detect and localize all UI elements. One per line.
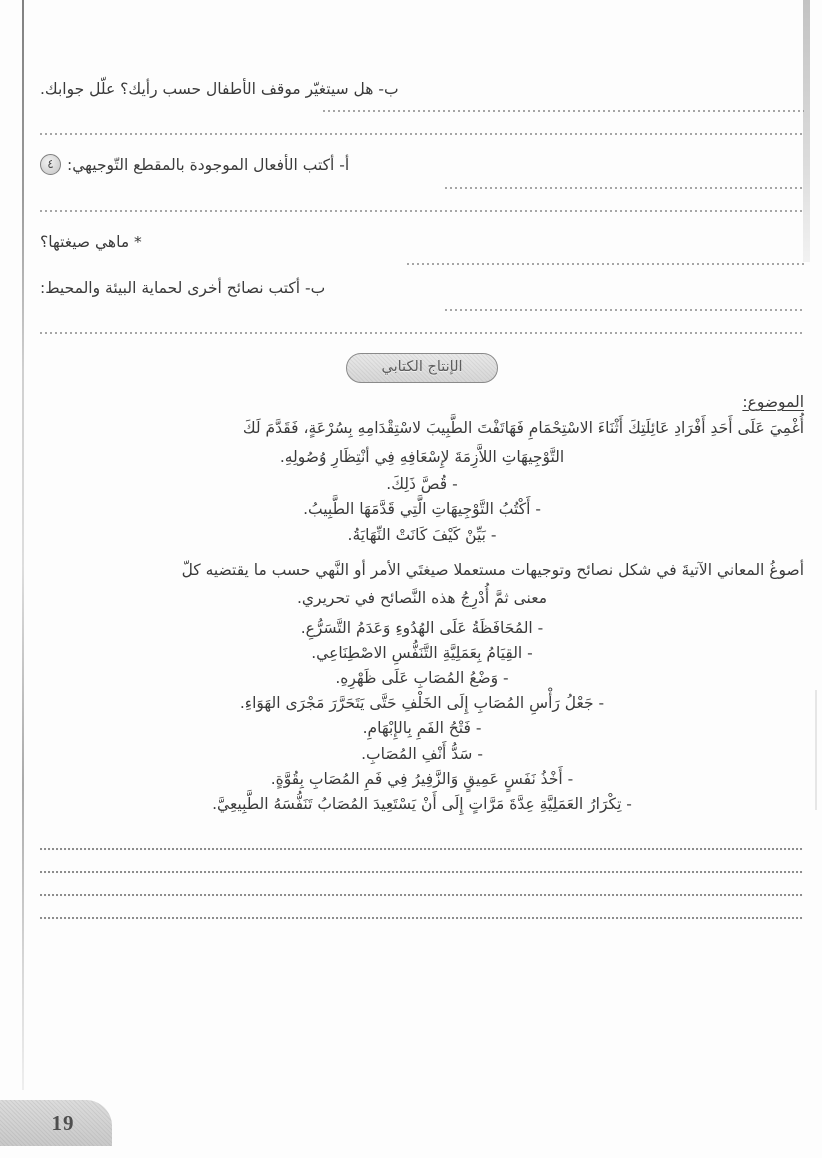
exercise-4-part-a-row xyxy=(40,154,804,177)
section-badge-written-production: الإنتاج الكتابي xyxy=(346,353,497,383)
subject-heading: الموضوع: xyxy=(742,393,804,411)
answer-dotted-line[interactable] xyxy=(40,323,804,337)
question-star-form-row xyxy=(40,231,804,254)
advice-list xyxy=(40,616,804,817)
task-item: - بَيِّنْ كَيْفَ كَانَتْ النِّهَايَةُ. xyxy=(347,525,497,544)
section-badge-container xyxy=(40,353,804,383)
advice-item: - وَضْعُ المُصَابِ عَلَى ظَهْرِهِ. xyxy=(335,669,509,688)
answer-dotted-line[interactable] xyxy=(323,101,804,115)
answer-dotted-line[interactable] xyxy=(445,178,804,192)
advice-item: - القِيَامُ بِعَمَلِيَّةِ التَّنَفُّسِ الاصْطِنَاعِي. xyxy=(311,644,533,663)
advice-item: - فَتْحُ الفَمِ بِالإِبْهَامِ. xyxy=(362,719,482,738)
task-item: - أَكْتُبُ التَّوْجِيهَاتِ الَّتِي قَدَّمَهَا الطَّبِيبُ. xyxy=(303,500,541,519)
exercise-4-part-b-row xyxy=(40,277,804,300)
instruction-line-1: أصوغُ المعاني الآتيةَ في شكل نصائح وتوجيهات مستعملا صيغتَي الأمر أو النَّهي حسب ما يقتضيه كلّ xyxy=(181,560,804,579)
writing-dotted-line[interactable] xyxy=(40,908,804,922)
answer-dotted-line[interactable] xyxy=(407,254,804,268)
scenario-line-2: التَّوْجِيهَاتِ اللاَّزِمَةَ لإِسْعَافِهِ فِي أنْتِظَارِ وُصُولِهِ. xyxy=(279,447,565,466)
exercise-4-part-a-text: أ- أكتب الأفعال الموجودة بالمقطع التّوجيهي: xyxy=(67,156,350,175)
scan-edge-right-lower xyxy=(815,690,817,810)
scenario-line-1: أُغْمِيَ عَلَى أَحَدِ أَفْرَادِ عَائِلَتِكَ أَثْنَاءَ الاسْتِحْمَامِ فَهَاتَفْتَ الطَّبِيبَ لاسْتِقْدَامِهِ بِسُرْعَةٍ، فَقَدَّمَ لَكَ xyxy=(242,419,804,437)
scan-edge-left xyxy=(22,0,24,1090)
page-content xyxy=(40,0,804,922)
writing-dotted-line[interactable] xyxy=(40,885,804,899)
scan-edge-right xyxy=(803,0,810,262)
instruction-line-2: معنى ثمَّ أُدْرِجُ هذه النَّصائح في تحريري. xyxy=(296,589,547,608)
page-number-tab xyxy=(0,1100,112,1146)
question-star-form-text: * ماهي صيغتها؟ xyxy=(40,232,142,251)
advice-item: - المُحَافَظَةُ عَلَى الهُدُوءِ وَعَدَمُ التَّسَرُّعِ. xyxy=(300,618,544,637)
advice-item: - تِكْرَارُ العَمَلِيَّةِ عِدَّةَ مَرَّاتٍ إِلَى أَنْ يَسْتَعِيدَ المُصَابُ تَنَفُّسَهُ الطَّبِيعِيَّ. xyxy=(212,794,632,813)
advice-item: - أَخْذُ نَفَسٍ عَمِيقٍ وَالزَّفِيرُ فِي فَمِ المُصَابِ بِقُوَّةٍ. xyxy=(270,769,574,788)
advice-item: - جَعْلُ رَأْسِ المُصَابِ إِلَى الخَلْفِ حَتَّى يَتَحَرَّرَ مَجْرَى الهَوَاءِ. xyxy=(239,694,605,713)
exercise-4-part-b-text: ب- أكتب نصائح أخرى لحماية البيئة والمحيط: xyxy=(40,278,326,297)
answer-dotted-line[interactable] xyxy=(445,300,804,314)
task-item: - قُصَّ ذَلِكَ. xyxy=(386,475,458,494)
page-number: 19 xyxy=(51,1110,75,1135)
advice-item: - سَدُّ أَنْفِ المُصَابِ. xyxy=(361,744,483,763)
answer-dotted-line[interactable] xyxy=(40,201,804,215)
task-list xyxy=(40,472,804,547)
answer-dotted-line[interactable] xyxy=(40,124,804,138)
writing-dotted-line[interactable] xyxy=(40,862,804,876)
question-b-opinion-text: ب- هل سيتغيّر موقف الأطفال حسب رأيك؟ علّل جوابك. xyxy=(40,80,399,98)
question-b-opinion-row xyxy=(40,78,804,101)
writing-dotted-line[interactable] xyxy=(40,839,804,853)
exercise-number-badge: ٤ xyxy=(40,154,61,175)
